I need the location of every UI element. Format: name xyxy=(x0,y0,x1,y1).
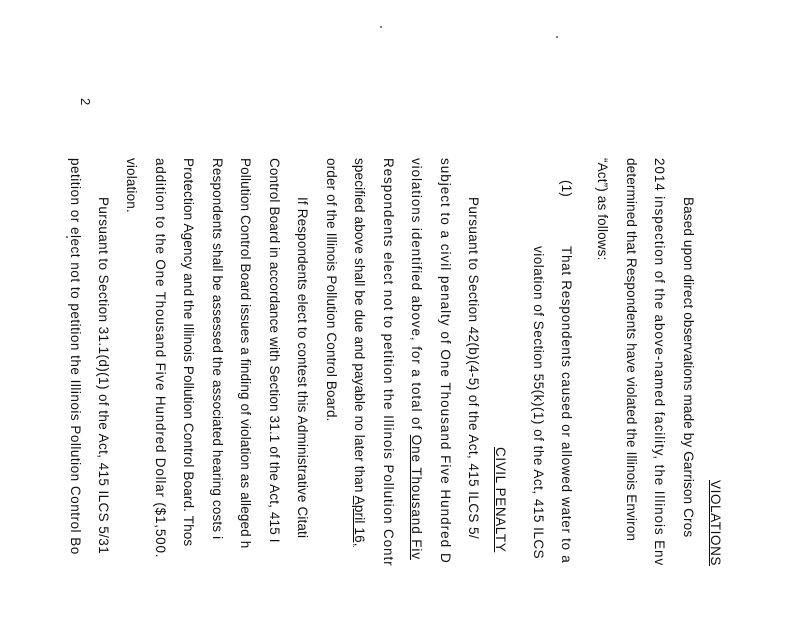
page-number: 2 xyxy=(78,98,93,106)
civil-penalty-heading: CIVIL PENALTY xyxy=(493,447,508,553)
penalty-total-underlined: One Thousand Fiv xyxy=(409,434,424,560)
violations-paragraph-line: determined that Respondents have violated the Illinois Environ xyxy=(624,158,639,542)
pursuant-line: petition or elect not to petition the Illinois Pollution Control Bo xyxy=(68,158,83,555)
penalty-line xyxy=(351,158,367,547)
contest-line: Protection Agency and the Illinois Pollution Control Board. Thos xyxy=(181,158,196,547)
violations-paragraph-line: Based upon direct observations made by Garrison Cros xyxy=(681,197,696,538)
finding-line: violation of Section 55(k)(1) of the Act, 415 ILCS xyxy=(531,246,546,560)
penalty-due-date-underlined: April 16, xyxy=(352,495,367,547)
violations-heading: VIOLATIONS xyxy=(708,480,723,567)
penalty-line: subject to a civil penalty of One Thousand Five Hundred D xyxy=(438,158,453,564)
violations-paragraph-line: 2014 inspection of the above-named facility, the Illinois Env xyxy=(652,158,667,567)
finding-line: That Respondents caused or allowed water to a xyxy=(559,246,574,564)
penalty-line: Pursuant to Section 42(b)(4-5) of the Act, 415 ILCS 5/ xyxy=(466,197,481,540)
contest-line: If Respondents elect to contest this Administrative Citati xyxy=(295,197,310,539)
contest-line: Control Board in accordance with Section 31.1 of the Act, 415 I xyxy=(267,158,282,543)
penalty-line xyxy=(408,158,424,560)
penalty-line-text: specified above shall be due and payable no later than xyxy=(352,158,367,496)
pursuant-line: Pursuant to Section 31.1(d)(1) of the Act, 415 ILCS 5/31 xyxy=(96,197,111,555)
contest-line: Pollution Control Board issues a finding of violation as alleged h xyxy=(238,158,253,549)
penalty-line: order of the Illinois Pollution Control Board. xyxy=(324,158,339,422)
contest-line: violation. xyxy=(124,158,139,213)
penalty-line-text: violations identified above, for a total of xyxy=(409,158,424,435)
contest-line: Respondents shall be assessed the associated hearing costs i xyxy=(210,158,225,540)
penalty-line: Respondents elect not to petition the Illinois Pollution Contr xyxy=(381,158,396,567)
violations-paragraph-line: “Act”) as follows: xyxy=(595,158,610,261)
contest-line: addition to the One Thousand Five Hundred Dollar ($1,500. xyxy=(153,158,168,559)
finding-number: (1) xyxy=(559,180,574,197)
